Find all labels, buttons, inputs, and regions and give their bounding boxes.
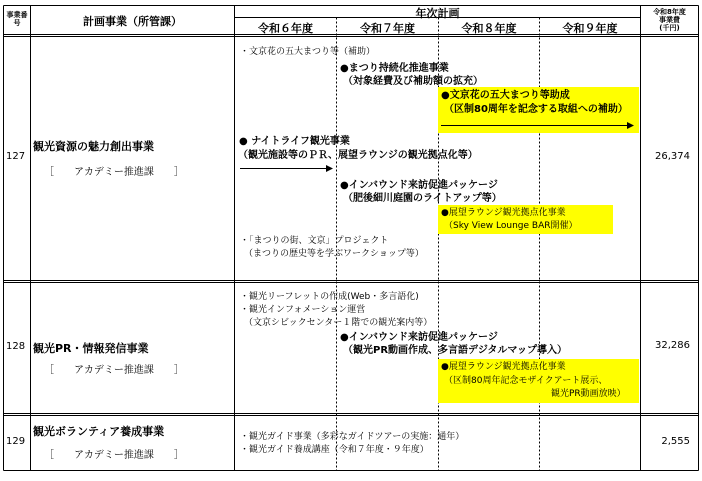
row-127-item-matsuri-detail: （対象経費及び補助額の拡充） [343,76,483,87]
row-128-cost: 32,286 [655,340,690,351]
row-127-item-nightlife-title: ● ナイトライフ観光事業 [239,136,350,147]
row-128-name: 観光PR・情報発信事業 [33,342,149,355]
row-127-name: 観光資源の魅力創出事業 [33,140,154,153]
row-127-item-grant-detail: （区制80周年を記念する取組への補助） [444,104,628,115]
row-127-item-festival-subsidy: ・文京花の五大まつり等（補助） [240,47,376,57]
header-year-r6: 令和６年度 [258,22,313,35]
row-127-number: 127 [6,151,26,162]
header-cost-line2: 事業費 [659,16,680,24]
row-127-division: ［ アカデミー推進課 ］ [44,167,184,178]
row-128-item-leaflet: ・観光リーフレットの作成(Web・多言語化) [240,292,419,302]
row-128-item-info-detail: （文京シビックセンター１階での観光案内等） [244,318,433,328]
header-project-label: 計画事業（所管課） [83,15,182,28]
row-129-cost: 2,555 [661,436,690,447]
row-129-name: 観光ボランティア養成事業 [33,425,165,438]
row-128-division: ［ アカデミー推進課 ］ [44,365,184,376]
row-127-item-nightlife-detail: （観光施設等のＰＲ、展望ラウンジの観光拠点化等） [238,150,478,161]
header-year-r9: 令和９年度 [562,22,618,35]
row-128-item-lounge-title: ●展望ラウンジ観光拠点化事業 [441,362,566,372]
row-128-item-lounge-detail: （区制80周年記念モザイクアート展示、 [444,376,608,386]
row-127-item-matsuri-title: ●まつり持続化推進事業 [340,63,449,74]
header-year-r7: 令和７年度 [360,22,415,35]
header-number-label-line2: 号 [13,19,21,27]
header-cost-line1: 令和8年度 [653,8,686,16]
row-127-item-inbound-title: ●インバウンド来訪促進パッケージ [340,180,498,191]
row-128-item-inbound-title: ●インバウンド来訪促進パッケージ [340,332,498,343]
row-127-item-inbound-detail: （肥後細川庭園のライトアップ等） [343,193,502,204]
row-129-item-training: ・観光ガイド養成講座（令和７年度・９年度） [240,445,429,455]
row-129-division: ［ アカデミー推進課 ］ [44,450,184,461]
row-127-cost: 26,374 [655,151,690,162]
row-127-item-project-title: ・「まつりの街、文京」プロジェクト [240,236,389,246]
arrowhead-nightlife [326,165,333,172]
header-annual-plan: 年次計画 [415,7,460,20]
header-cost-line3: (千円) [659,24,680,32]
row-127-item-lounge-detail: （Sky View Lounge BAR開催） [444,221,578,231]
row-128-item-lounge-detail-2: 観光PR動画放映） [551,389,626,399]
row-128-number: 128 [6,341,26,352]
row-127-item-grant-title: ●文京花の五大まつり等助成 [441,90,570,101]
row-127-item-lounge-title: ●展望ラウンジ観光拠点化事業 [441,208,566,218]
row-129-number: 129 [6,436,26,447]
arrowhead-festival-grant [627,122,634,129]
row-127-item-project-detail: （まつりの歴史等を学ぶワークショップ等） [244,249,424,259]
row-129-item-guide: ・観光ガイド事業（多彩なガイドツアーの実施：通年） [240,432,465,442]
row-128-item-info-title: ・観光インフォメーション運営 [240,305,366,315]
header-year-r8: 令和８年度 [461,22,517,35]
header-number-label-line1: 事業番 [6,11,28,19]
row-128-item-inbound-detail: （観光PR動画作成、多言語デジタルマップ導入） [343,345,568,356]
